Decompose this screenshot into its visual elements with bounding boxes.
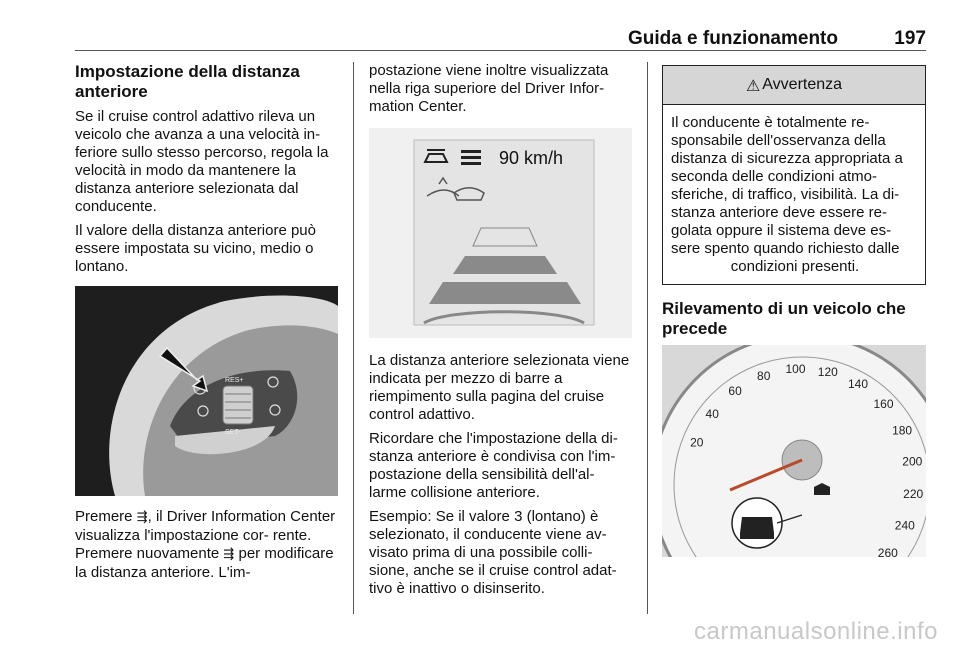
- display-speed: 90 km/h: [499, 148, 564, 168]
- speedo-tick-label: 40: [705, 407, 719, 422]
- column-divider: [353, 62, 354, 614]
- speedo-tick-label: 100: [785, 362, 806, 377]
- speedo-tick-label: 120: [817, 365, 838, 379]
- section-title: Guida e funzionamento: [627, 28, 838, 49]
- warning-title: Avvertenza: [762, 76, 843, 93]
- warning-text-end: condizioni presenti.: [730, 258, 860, 275]
- page-header: [75, 26, 926, 51]
- paragraph: Esempio: Se il valore 3 (lontano) è selezionato, il conducente viene av- visato prima di una possibile colli- sione, anche se il cruise control adat- tivo è inattivo o disinserito.: [369, 508, 617, 597]
- speedo-tick-label: 200: [902, 454, 923, 469]
- dic-display-figure: [369, 128, 632, 338]
- warning-box: [662, 65, 926, 285]
- speedo-tick-label: 180: [892, 423, 913, 438]
- watermark-footer: carmanualsonline.info: [694, 618, 938, 645]
- column-3: [662, 62, 926, 557]
- paragraph: Ricordare che l'impostazione della di- stanza anteriore è condivisa con l'im- postazione della sensibilità dell'al- larme collisione anteriore.: [369, 430, 618, 501]
- warning-header: [663, 66, 925, 105]
- paragraph: La distanza anteriore selezionata viene indicata per mezzo di barre a riempimento sulla pagina del cruise control adattivo.: [369, 352, 630, 423]
- warning-triangle-icon: ⚠: [745, 75, 761, 95]
- speedo-tick-label: 60: [728, 384, 742, 399]
- speedo-tick-label: 160: [873, 397, 894, 412]
- warning-body: [663, 105, 925, 284]
- column-1: [75, 62, 338, 588]
- speedo-tick-label: 220: [903, 487, 924, 501]
- steering-wheel-illustration: [75, 286, 338, 496]
- speedo-tick-label: 140: [847, 377, 869, 391]
- column-divider: [647, 62, 648, 614]
- heading-vehicle-detection: Rilevamento di un veicolo che precede: [662, 299, 906, 338]
- paragraph: Se il cruise control adattivo rileva un veicolo che avanza a una velocità in- feriore sullo stesso percorso, regola la velocità in modo da mantenere la distanza anteriore selezionata dal conducente.: [75, 108, 329, 215]
- column-2: [369, 62, 632, 604]
- heading-distance-setting: Impostazione della distanza anteriore: [75, 62, 300, 101]
- paragraph-press-button: Premere ⇶, il Driver Information Center visualizza l'impostazione cor- rente. Premere nuovamente ⇶ per modificare la distanza anteriore. L'im-: [75, 508, 336, 581]
- paragraph: postazione viene inoltre visualizzata nella riga superiore del Driver Infor- mation Center.: [369, 62, 609, 115]
- page-number: 197: [894, 28, 926, 49]
- vehicle-ahead-indicator-icon: [740, 517, 774, 539]
- distance-button-icon: ⇶: [136, 510, 148, 525]
- dic-display-illustration: [369, 128, 632, 338]
- set-label: SET-: [225, 429, 241, 436]
- warning-text: Il conducente è totalmente re- sponsabile dell'osservanza della distanza di sicurezza appropriata a seconda delle condizioni atmo- sferiche, di traffico, visibilità. La di- stanza anteriore deve essere re- golata oppure il sistema deve es- sere spento quando richiesto dalle: [671, 114, 903, 257]
- steering-wheel-figure: [75, 286, 338, 496]
- paragraph: Il valore della distanza anteriore può essere impostata su vicino, medio o lontano.: [75, 222, 316, 275]
- speedometer-figure: [662, 345, 926, 557]
- speedo-tick-label: 260: [877, 546, 898, 557]
- speedo-tick-label: 80: [757, 368, 771, 383]
- distance-bars-icon: [461, 150, 481, 165]
- speedo-tick-label: 20: [690, 435, 704, 450]
- res-label: RES+: [225, 377, 244, 384]
- speedometer-illustration: [662, 345, 926, 557]
- distance-button-icon: ⇶: [223, 547, 235, 562]
- speedo-tick-label: 240: [894, 518, 915, 533]
